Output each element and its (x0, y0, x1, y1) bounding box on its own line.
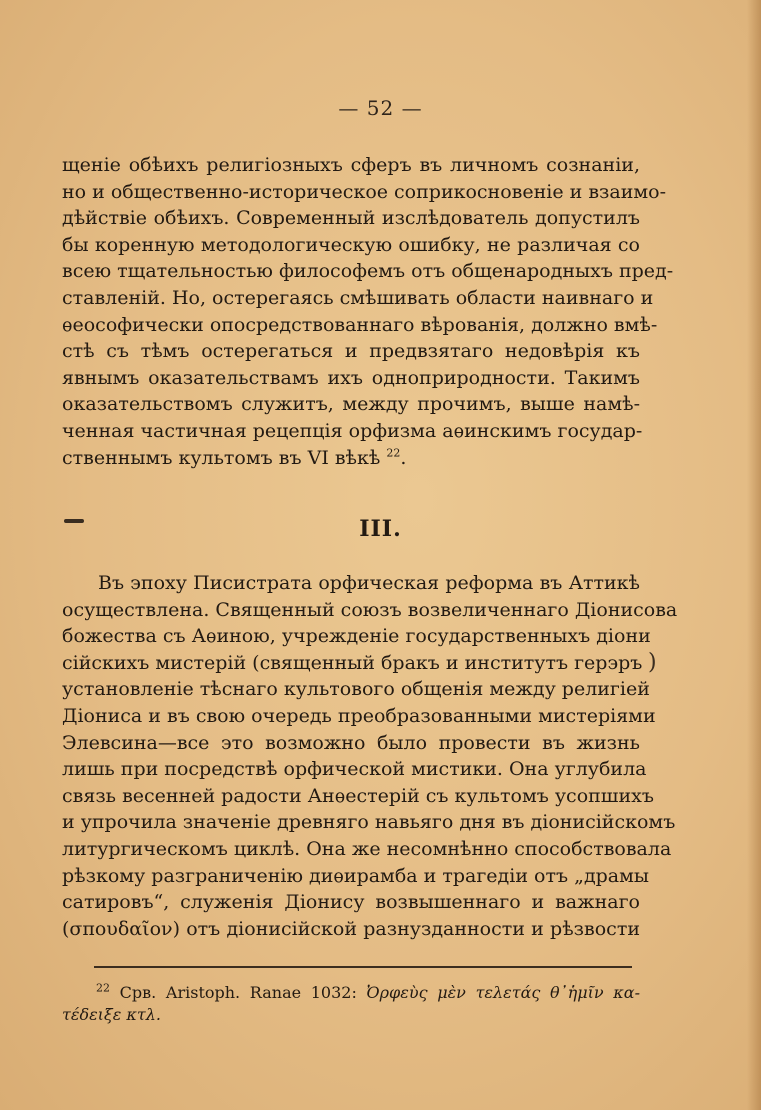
footnote-citation: Срв. Aristoph. Ranae 1032: (119, 983, 357, 1002)
text-line: явнымъ оказательствамъ ихъ одноприродности. Такимъ (62, 366, 640, 389)
text-line: лишь при посредствѣ орфической мистики. Она углубила (62, 758, 647, 781)
text-line-last: ственнымъ культомъ въ VI вѣкѣ $^{22}$. (62, 446, 407, 469)
text-line: дѣйствіе обѣихъ. Современный изслѣдователь допустилъ (62, 207, 640, 230)
footnote-line (62, 982, 640, 1004)
text-line: связь весенней радости Анѳестерій съ культомъ усопшихъ (62, 784, 654, 807)
text-line: рѣзкому разграниченію диѳирамба и трагедіи отъ „драмы (62, 864, 650, 887)
text-line: ченная частичная рецепція орфизма аѳинскимъ государ- (62, 419, 643, 442)
text-line: стѣ съ тѣмъ остерегаться и предвзятаго недовѣрія къ (62, 340, 640, 363)
margin-parenthesis: ) (648, 650, 657, 675)
text-line: литургическомъ циклѣ. Она же несомнѣнно способствовала (62, 837, 672, 860)
text-line: осуществлена. Священный союзъ возвеличеннаго Діонисова (62, 598, 678, 621)
section-heading: III. (359, 516, 402, 542)
text-line: бы коренную методологическую ошибку, не различая со (62, 233, 640, 256)
text-line: всею тщательностью философемъ отъ общенародныхъ пред- (62, 260, 674, 283)
page-edge-shadow (747, 0, 761, 1110)
text-line: но и общественно-историческое соприкосновеніе и взаимо- (62, 180, 667, 203)
text-line: оказательствомъ служитъ, между прочимъ, выше намѣ- (62, 393, 640, 416)
text-line: божества съ Аѳиною, учрежденіе государственныхъ діони (62, 625, 651, 648)
footnote-reference[interactable]: 22 (386, 446, 401, 460)
footnote-separator (94, 966, 632, 968)
text-line: и упрочила значеніе древняго навьяго дня въ діонисійскомъ (62, 811, 676, 834)
footnote-number: 22 (96, 981, 110, 995)
text-line: сатировъ“, служенія Діонису возвышеннаго и важнаго (62, 891, 640, 914)
text-line: ѳеософически опосредствованнаго вѣрованія, должно вмѣ- (62, 313, 658, 336)
page-number: — 52 — (338, 96, 423, 120)
paragraph-continued (62, 152, 674, 471)
footnote-greek-quote: Ὀρφεὺς μὲν τελετάς θ᾽ἡμῖν κα- (366, 983, 641, 1002)
text-line: Діониса и въ свою очередь преобразованными мистеріями (62, 704, 656, 727)
text-line: сійскихъ мистерій (священный бракъ и институтъ герэръ (62, 651, 643, 674)
text-line: Элевсина—все это возможно было провести въ жизнь (62, 731, 640, 754)
paragraph-section-3 (62, 570, 678, 942)
footnote-greek-continuation: τέδειξε κτλ. (62, 1005, 161, 1024)
text-line: щеніе обѣихъ религіозныхъ сферъ въ личномъ сознаніи, (62, 154, 640, 176)
text-line-content: ственнымъ культомъ въ VI вѣкѣ (62, 446, 381, 469)
footnote (62, 982, 640, 1026)
text-line: (σπουδαῖον) отъ діонисійской разнузданности и рѣзвости (62, 917, 640, 940)
text-line: установленіе тѣснаго культового общенія между религіей (62, 678, 650, 701)
text-line: Въ эпоху Писистрата орфическая реформа въ Аттикѣ (98, 572, 640, 594)
text-line: ставленій. Но, остерегаясь смѣшивать области наивнаго и (62, 286, 654, 309)
